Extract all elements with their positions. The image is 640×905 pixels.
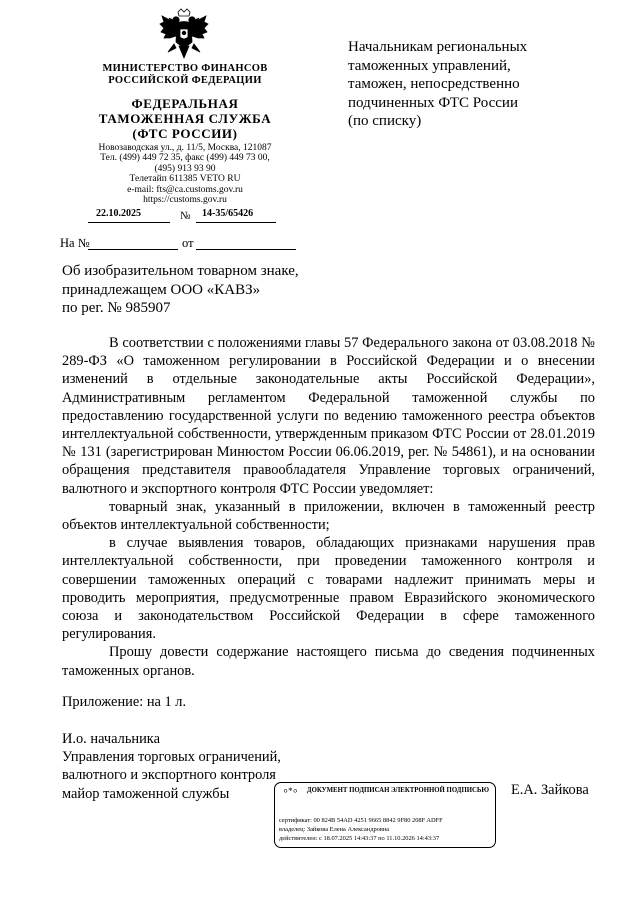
stamp-validity: действителен: с 18.07.2025 14:43:37 по 11.10.2026 14:43:37: [279, 835, 440, 842]
reference-date-blank: [196, 249, 296, 250]
body-paragraph: в случае выявления товаров, обладающих признаками нарушения прав интеллектуальной собственности, при проведении таможенного контроля и совершении таможенных операций с товарами надлежит принимать меры и проводить мероприятия, предусмотренные правом Евразийского экономического союза и законодательством Российской Федерации в сфере таможенного регулирования.: [62, 535, 595, 643]
date-underline: [88, 222, 170, 223]
ministry-name: [60, 63, 310, 86]
address: Новозаводская ул., д. 11/5, Москва, 121087: [98, 143, 272, 153]
ministry-line: МИНИСТЕРСТВО ФИНАНСОВ: [102, 63, 268, 74]
reference-line: [60, 236, 310, 254]
website: https://customs.gov.ru: [143, 195, 227, 206]
service-line: ФЕДЕРАЛЬНАЯ: [131, 96, 239, 111]
service-name: [60, 96, 310, 141]
reference-label: На №: [60, 236, 90, 250]
body-paragraph: товарный знак, указанный в приложении, включен в таможенный реестр объектов интеллектуальной собственности;: [62, 498, 595, 534]
signatory-line: Управления торговых ограничений,: [62, 749, 281, 766]
subject-line: по рег. № 985907: [62, 300, 171, 316]
recipient-line: таможенных управлений,: [348, 57, 511, 74]
signatory-line: И.о. начальника: [62, 731, 160, 747]
signatory-line: валютного и экспортного контроля: [62, 767, 276, 784]
phone: Тел. (499) 449 72 35, факс (499) 449 73 00,: [100, 153, 270, 164]
recipient-line: подчиненных ФТС России: [348, 94, 518, 111]
registration-number: 14-35/65426: [202, 208, 254, 219]
body-paragraph: Прошу довести содержание настоящего письма до сведения подчиненных таможенных органов.: [62, 644, 595, 679]
subject-block: [62, 262, 322, 318]
contact-block: [60, 143, 310, 205]
registration-date: 22.10.2025: [96, 208, 141, 219]
reference-from-label: от: [182, 236, 194, 250]
reference-number-blank: [88, 249, 178, 250]
ministry-line: РОССИЙСКОЙ ФЕДЕРАЦИИ: [108, 74, 262, 86]
teletype: Телетайп 611385 VETO RU: [129, 174, 241, 185]
stamp-title: ДОКУМЕНТ ПОДПИСАН ЭЛЕКТРОННОЙ ПОДПИСЬЮ: [306, 787, 490, 794]
stamp-owner: владелец: Зайкова Елена Александровна: [279, 826, 390, 833]
signatory-line: майор таможенной службы: [62, 785, 230, 802]
signatory-name: Е.А. Зайкова: [511, 782, 589, 798]
registration-line: [60, 206, 310, 224]
recipient-line: таможен, непосредственно: [348, 76, 520, 93]
attachment-note: Приложение: на 1 л.: [62, 694, 187, 710]
stamp-emblem-icon: ⸰*⸰: [283, 786, 298, 796]
number-label: №: [180, 210, 191, 222]
phone-2: (495) 913 93 90: [154, 163, 216, 174]
stamp-certificate: сертификат: 00 824B 54AD 4251 9665 8842 9F80 208F ADFF: [279, 817, 443, 824]
recipient-line: (по списку): [348, 113, 422, 130]
recipient-block: [348, 38, 578, 131]
recipient-line: Начальникам региональных: [348, 39, 528, 55]
subject-line: принадлежащем ООО «КАВЗ»: [62, 281, 261, 298]
body-paragraph: В соответствии с положениями главы 57 Федерального закона от 03.08.2018 № 289-ФЗ «О таможенном регулировании в Российской Федерации и о внесении изменений в отдельные законодательные акты Российской Федерации», Административным регламентом Федеральной таможенной службы по предоставлению государственной услуги по ведению таможенного реестра объектов интеллектуальной собственности, утвержденным приказом ФТС России от 28.01.2019 № 131 (зарегистрирован Минюстом России 06.06.2019, рег. № 54861), и на основании обращения представителя правообладателя Управление торговых ограничений, валютного и экспортного контроля ФТС России уведомляет:: [62, 335, 595, 497]
letter-body: [62, 334, 595, 680]
electronic-signature-stamp: [274, 782, 496, 848]
russian-coat-of-arms-icon: [158, 8, 210, 64]
service-line: (ФТС РОССИИ): [132, 126, 238, 141]
service-line: ТАМОЖЕННАЯ СЛУЖБА: [98, 111, 272, 126]
subject-line: Об изобразительном товарном знаке,: [62, 263, 299, 279]
email: e-mail: fts@ca.customs.gov.ru: [127, 184, 243, 195]
number-underline: [196, 222, 276, 223]
